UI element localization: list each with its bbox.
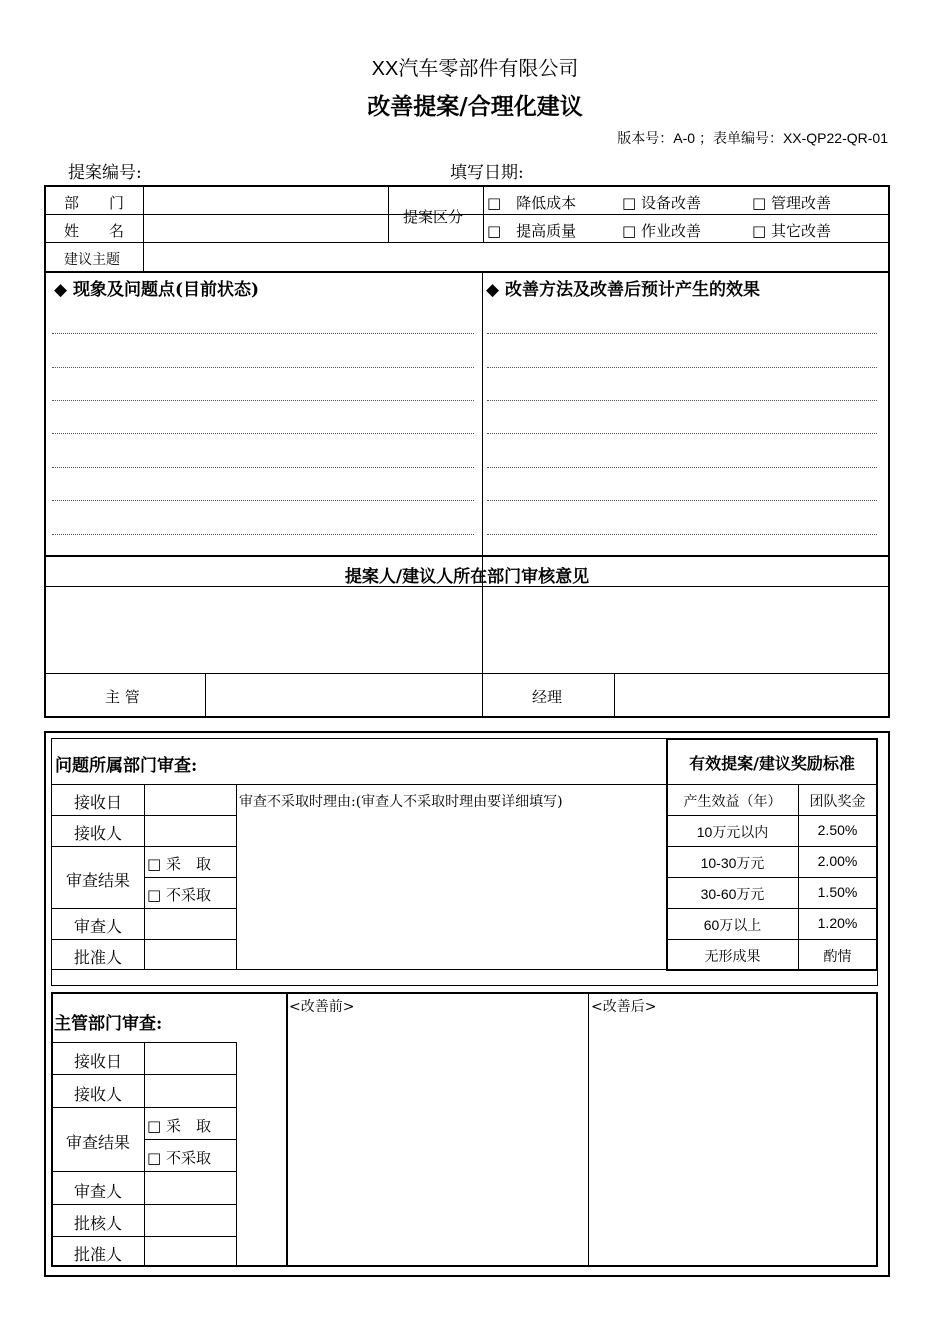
dept-label: 部 门 xyxy=(64,194,125,212)
form-title: 改善提案/合理化建议 xyxy=(367,93,583,120)
after-improvement-label: <改善后> xyxy=(591,999,657,1015)
sup-checker-label: 批核人 xyxy=(73,1214,122,1233)
reward-benefit: 30-60万元 xyxy=(700,886,765,902)
sup-reviewer-label: 审查人 xyxy=(73,1182,122,1201)
accept-checkbox[interactable]: □ 采 取 xyxy=(147,855,211,873)
improvement-method-heading: ◆ 改善方法及改善后预计产生的效果 xyxy=(486,280,760,300)
dept-review-heading: 提案人/建议人所在部门审核意见 xyxy=(344,567,590,587)
sup-accept-checkbox[interactable]: □ 采 取 xyxy=(147,1117,211,1135)
reject-checkbox[interactable]: □ 不采取 xyxy=(147,886,211,904)
reward-benefit: 10万元以内 xyxy=(696,824,769,840)
option-reduce-cost[interactable]: □ 降低成本 xyxy=(487,194,577,212)
option-management-improve[interactable]: □ 管理改善 xyxy=(752,194,831,212)
version-info: 版本号：A-0 ；表单编号：XX-QP22-QR-01 xyxy=(617,130,888,146)
reject-reason-label: 审查不采取时理由:(审查人不采取时理由要详细填写) xyxy=(239,794,563,810)
proposal-section xyxy=(44,185,890,718)
reward-benefit: 10-30万元 xyxy=(700,855,765,871)
sup-approver-label: 批准人 xyxy=(73,1245,122,1264)
review-result-label: 审查结果 xyxy=(65,871,130,890)
reward-bonus: 酌情 xyxy=(823,949,852,965)
name-label: 姓 名 xyxy=(64,222,125,240)
problem-dept-heading: 问题所属部门审查: xyxy=(55,756,198,776)
option-operation-improve[interactable]: □ 作业改善 xyxy=(622,222,701,240)
reward-title: 有效提案/建议奖励标准 xyxy=(689,754,855,773)
reward-bonus: 2.50% xyxy=(817,822,858,838)
company-name: XX汽车零部件有限公司 xyxy=(371,58,579,80)
reward-bonus: 1.50% xyxy=(817,884,858,900)
benefit-column-header: 产生效益（年） xyxy=(683,794,782,810)
sup-reject-checkbox[interactable]: □ 不采取 xyxy=(147,1149,211,1167)
reward-bonus: 2.00% xyxy=(817,853,858,869)
option-improve-quality[interactable]: □ 提高质量 xyxy=(487,222,577,240)
before-improvement-label: <改善前> xyxy=(289,999,355,1015)
current-state-heading: ◆ 现象及问题点(目前状态) xyxy=(54,280,260,300)
approver-label: 批准人 xyxy=(73,948,122,967)
reward-bonus: 1.20% xyxy=(817,915,858,931)
fill-date-label: 填写日期: xyxy=(450,163,524,183)
supervising-dept-heading: 主管部门审查: xyxy=(54,1014,163,1034)
reviewer-label: 审查人 xyxy=(73,917,122,936)
category-label: 提案区分 xyxy=(403,208,464,226)
reward-benefit: 无形成果 xyxy=(704,949,761,965)
sup-receive-date-label: 接收日 xyxy=(73,1052,122,1071)
supervisor-label: 主 管 xyxy=(105,688,140,706)
topic-label: 建议主题 xyxy=(64,252,120,268)
sup-review-result-label: 审查结果 xyxy=(65,1133,130,1152)
option-other-improve[interactable]: □ 其它改善 xyxy=(752,222,831,240)
option-equipment-improve[interactable]: □ 设备改善 xyxy=(622,194,701,212)
manager-label: 经理 xyxy=(532,688,563,706)
sup-receiver-label: 接收人 xyxy=(73,1085,122,1104)
receiver-label: 接收人 xyxy=(73,824,122,843)
proposal-no-label: 提案编号: xyxy=(68,163,142,183)
bonus-column-header: 团队奖金 xyxy=(809,794,866,810)
receive-date-label: 接收日 xyxy=(73,793,122,812)
reward-benefit: 60万以上 xyxy=(703,917,762,933)
